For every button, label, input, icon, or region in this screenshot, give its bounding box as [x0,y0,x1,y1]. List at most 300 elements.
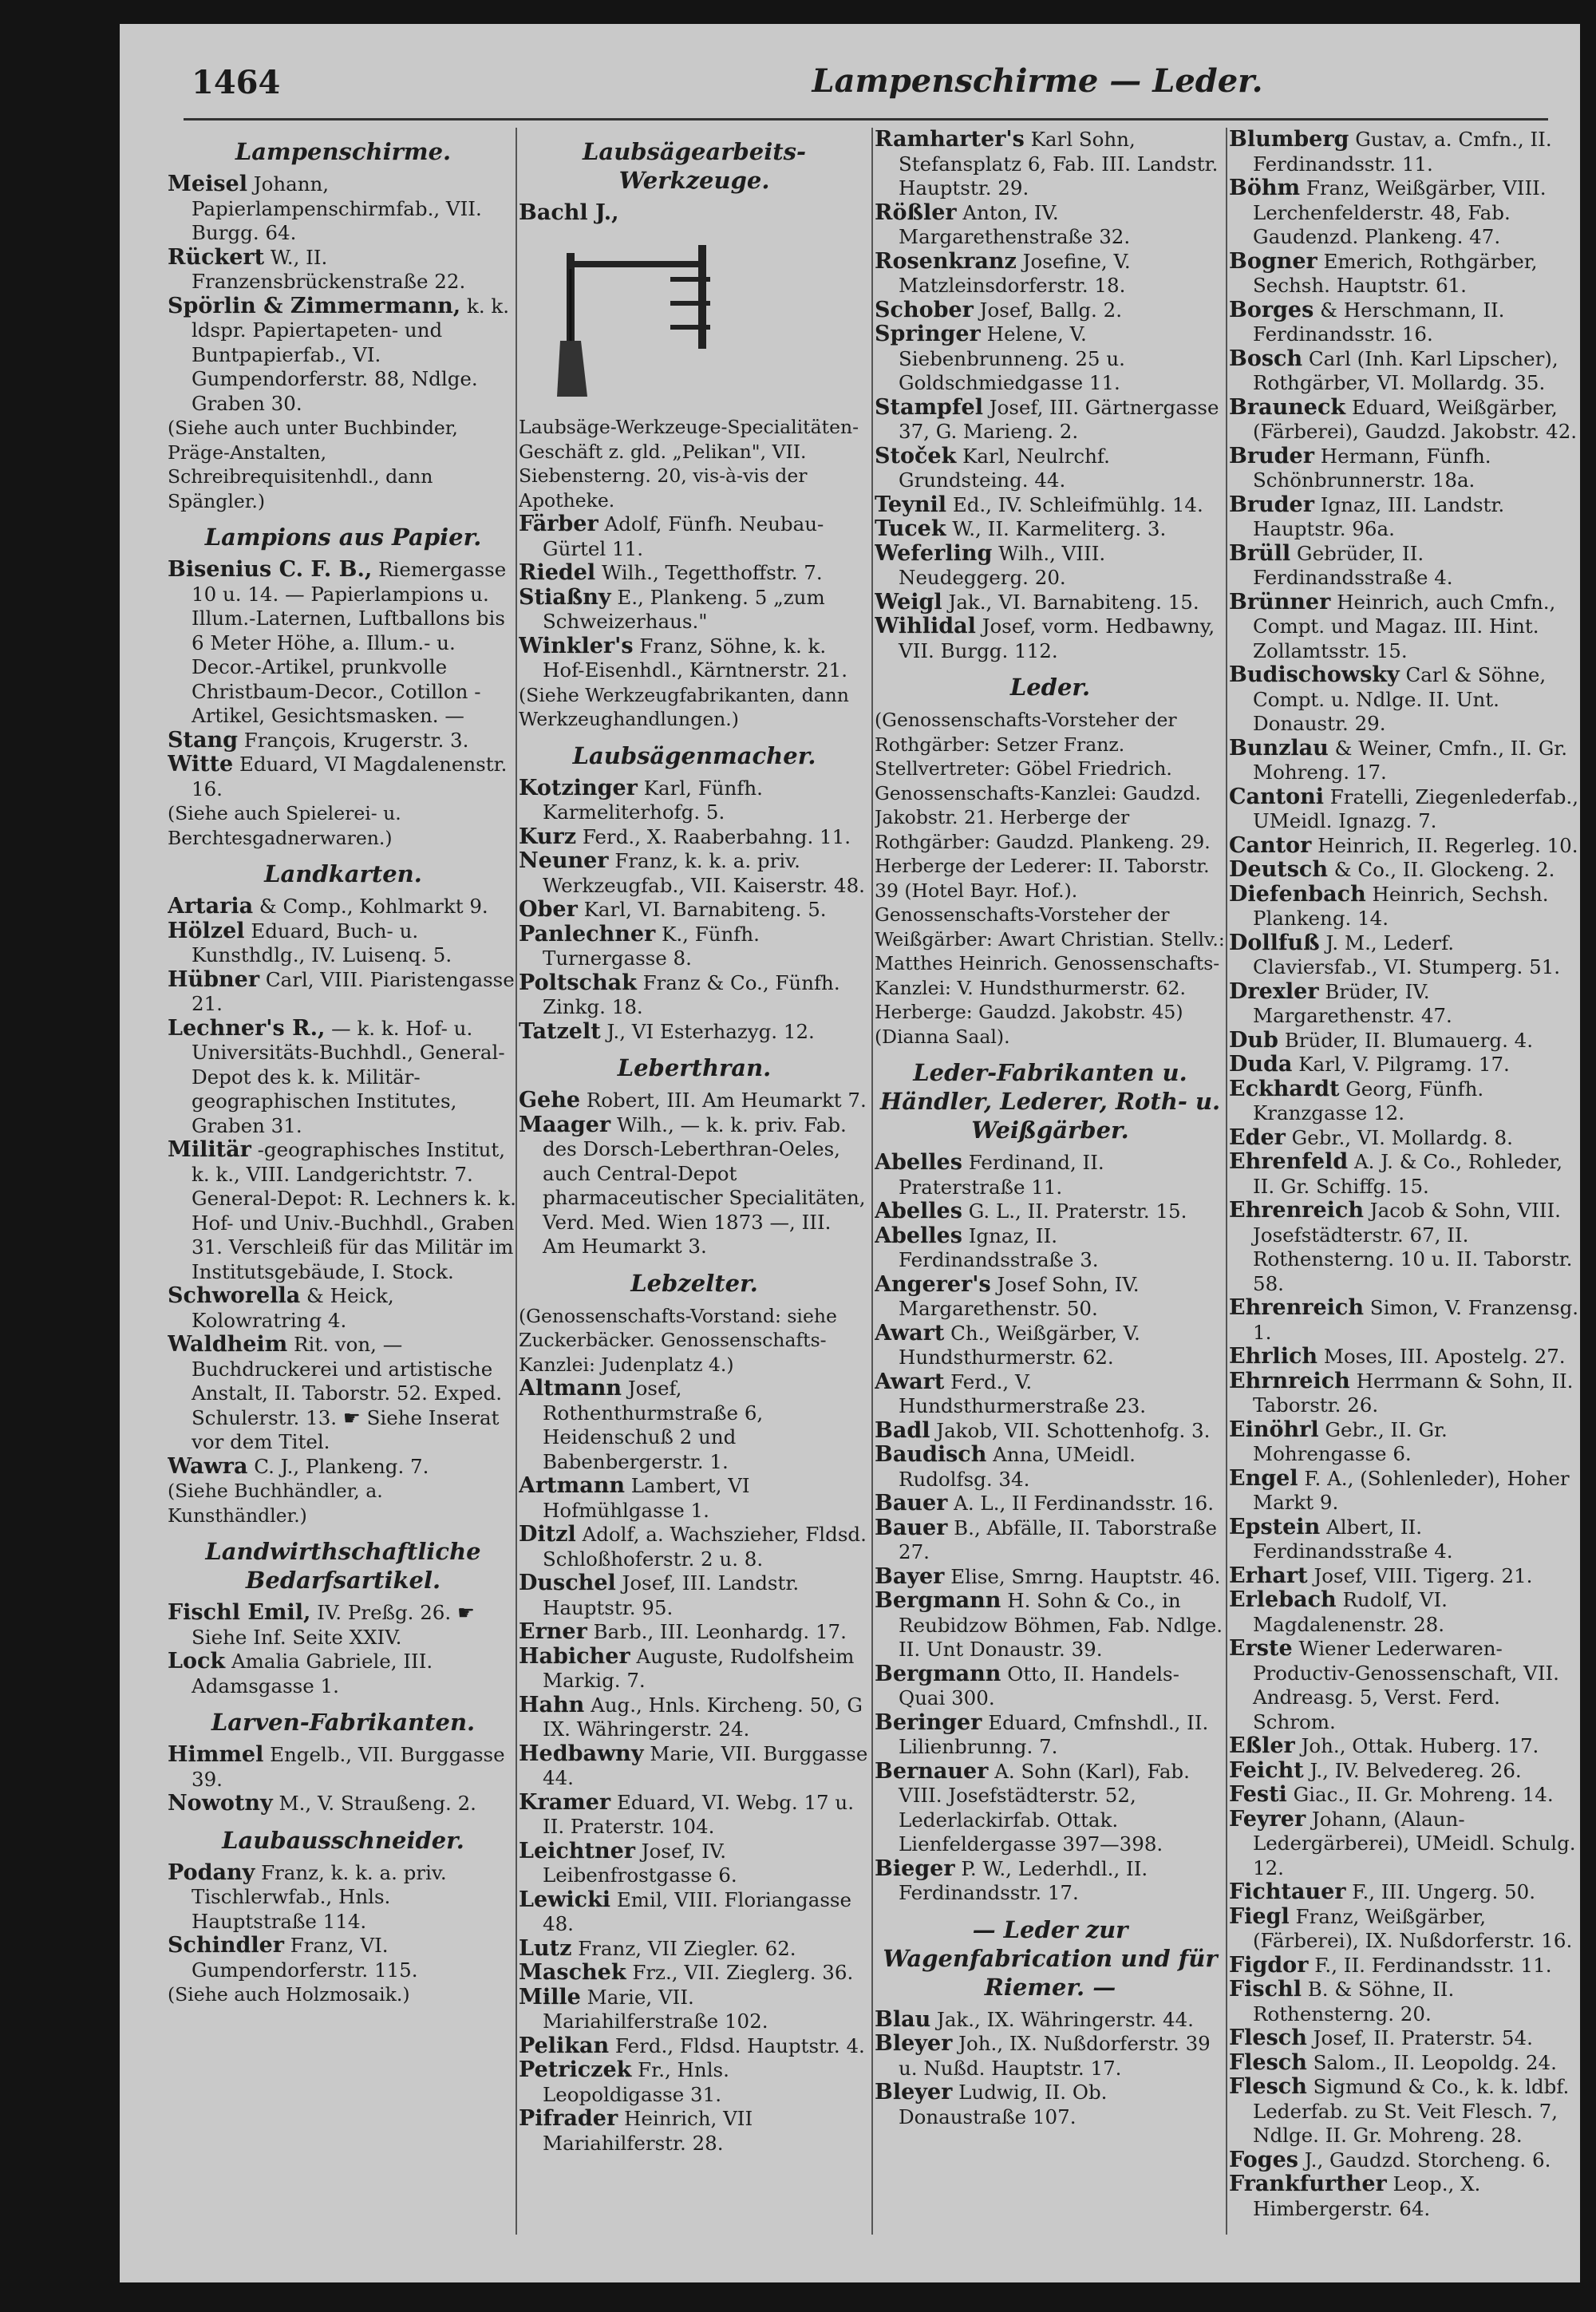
entry-name: Bruder [1229,492,1314,517]
entry-name: Altmann [519,1376,622,1401]
section-heading: Lampions aus Papier. [204,524,482,551]
entry-details: Elise, Smrng. Hauptstr. 46. [950,1564,1221,1588]
entry-details: Anna, UMeidl. Rudolfsg. 34. [899,1443,1136,1491]
entry-details: H. Sohn & Co., in Reubidzow Böhmen, Fab. Ndlge. II. Unt Donaustr. 39. [899,1589,1223,1661]
entry-name: Bruder [1229,443,1314,468]
entry-details: Barb., III. Leonhardg. 17. [593,1620,847,1643]
directory-entry [875,201,1226,250]
entry-name: Hahn [519,1692,585,1717]
directory-entry [1229,1150,1580,1199]
entry-name: Duschel [519,1571,616,1595]
entry-details: Carl, VIII. Piaristengasse 21. [192,967,515,1015]
cross-reference-note: (Siehe Werkzeugfabrikanten, dann Werkzeughandlungen.) [519,683,849,730]
directory-entry [875,615,1226,663]
entry-name: Bergmann [875,1588,1001,1613]
cross-reference-note: (Siehe Buchhändler, a. Kunsthändler.) [168,1480,383,1527]
column-3 [875,128,1226,2267]
cross-reference-note: (Siehe auch Holzmosaik.) [168,1983,410,2006]
entry-name: Budischowsky [1229,662,1400,687]
entry-details: A. J. & Co., Rohleder, II. Gr. Schiffg. 15. [1253,1150,1563,1198]
entry-name: Artaria [168,894,254,919]
directory-entry [875,1151,1226,1199]
entry-details: Adolf, Fünfh. Neubau-Gürtel 11. [543,512,824,560]
entry-details: Karl Sohn, Stefansplatz 6, Fab. III. Landstr. Hauptstr. 29. [899,128,1219,200]
section-heading: Leder-Fabrikanten u. Händler, Lederer, Roth- u. Weißgärber. [879,1059,1221,1144]
entry-details: J., Gaudzd. Storcheng. 6. [1304,2148,1551,2172]
entry-details: Josef, Rothenthurmstraße 6, Heidenschuß 2 und Babenbergerstr. 1. [543,1377,764,1473]
directory-entry [519,849,870,898]
directory-entry [519,1888,870,1937]
directory-entry [519,971,870,1020]
directory-entry [168,1601,519,1650]
entry-name: Militär [168,1137,251,1162]
entry-name: Cantoni [1229,784,1324,809]
entry-details: J., VI Esterhazyg. 12. [606,1019,815,1043]
entry-details: F. A., (Sohlenleder), Hoher Markt 9. [1253,1466,1570,1514]
directory-entry [168,968,519,1017]
entry-details: Lambert, VI Hofmühlgasse 1. [543,1474,750,1522]
entry-details: Ferdinand, II. Praterstraße 11. [899,1151,1104,1199]
entry-name: Tatzelt [519,1018,601,1044]
entry-name: Habicher [519,1643,630,1669]
directory-entry [875,1711,1226,1760]
entry-details: A. L., II Ferdinandsstr. 16. [954,1492,1214,1515]
directory-entry [519,586,870,634]
entry-name: Spörlin & Zimmermann, [168,293,461,318]
entry-name: Beringer [875,1709,982,1735]
entry-details: Wilh., — k. k. priv. Fab. des Dorsch-Leberthran-Oeles, auch Central-Depot pharmaceutischer Specialitäten, Verd. Med. Wien 1873 —, III. Am Heumarkt 3. [543,1113,866,1258]
entry-name: Foges [1229,2147,1298,2172]
directory-entry [875,591,1226,615]
entry-name: Bosch [1229,346,1303,371]
column-1 [168,128,519,2267]
directory-entry [519,1791,870,1840]
entry-name: Ehrnreich [1229,1368,1350,1393]
entry-name: Wawra [168,1453,248,1479]
directory-entry [1229,1954,1580,1978]
entry-details: Gebrüder, II. Ferdinandsstraße 4. [1253,541,1453,589]
entry-details: Wilh., Tegetthoffstr. 7. [601,561,823,584]
entry-name: Drexler [1229,978,1319,1004]
directory-page [120,24,1580,2282]
directory-entry [875,1516,1226,1565]
entry-name: Einöhrl [1229,1417,1319,1442]
directory-entry [875,1443,1226,1492]
directory-entry [1229,1345,1580,1369]
entry-details: Franz, VI. Gumpendorferstr. 115. [192,1934,418,1982]
entry-name: Ramharter's [875,128,1025,152]
directory-entry [1229,1053,1580,1077]
entry-details: Josef, III. Landstr. Hauptstr. 95. [543,1571,800,1619]
entry-name: Nowotny [168,1791,273,1816]
entry-details: M., V. Straußeng. 2. [279,1792,476,1815]
section-heading: Laubausschneider. [222,1826,464,1854]
entry-name: Bernauer [875,1758,989,1784]
directory-entry [519,1937,870,1962]
directory-entry [1229,1516,1580,1564]
directory-entry [1229,2172,1580,2221]
section-heading: Laubsägearbeits-Werkzeuge. [583,138,806,194]
directory-entry [875,445,1226,493]
entry-name: Schworella [168,1283,301,1308]
directory-entry [168,1138,519,1284]
directory-entry [168,729,519,753]
entry-name: Brünner [1229,589,1331,615]
entry-details: Ferd., X. Raaberbahng. 11. [582,824,851,848]
entry-details: Frz., VII. Zieglerg. 36. [632,1961,854,1984]
directory-entry [875,542,1226,591]
entry-details: Hermann, Fünfh. Schönbrunnerstr. 18a. [1253,444,1491,492]
entry-name: Riedel [519,560,596,585]
directory-entry [875,1322,1226,1370]
entry-details: Eduard, Weißgärber, (Färberei), Gaudzd. Jakobstr. 42. [1253,395,1578,443]
entry-name: Ditzl [519,1522,576,1547]
directory-entry [168,895,519,919]
directory-entry [875,1492,1226,1516]
entry-name: Petriczek [519,2057,632,2082]
entry-details: Jak., IX. Währingerstr. 44. [937,2007,1194,2031]
directory-entry [168,1017,519,1139]
cross-reference-note: (Siehe auch unter Buchbinder, Präge-Anstalten, Schreibrequisitenhdl., dann Spängler.) [168,417,458,512]
entry-details: Rit. von, — Buchdruckerei und artistische Anstalt, II. Taborstr. 52. Exped. Schulerstr. 13. ☛ Siehe Inserat vor dem Titel. [192,1333,502,1453]
entry-details: Adolf, a. Wachszieher, Fldsd. Schloßhoferstr. 2 u. 8. [543,1523,867,1571]
directory-entry [875,396,1226,445]
entry-name: Flesch [1229,2074,1307,2099]
entry-details: Karl, Fünfh. Karmeliterhofg. 5. [543,776,763,824]
directory-entry [519,1620,870,1645]
entry-details: J. M., Lederf. Claviersfab., VI. Stumperg. 51. [1253,931,1561,978]
entry-details: Josef, Ballg. 2. [979,298,1123,322]
header-rule [184,118,1548,121]
cross-reference-note: (Siehe auch Spielerei- u. Berchtesgadnerwaren.) [168,802,401,849]
entry-name: Borges [1229,297,1314,322]
section-heading: Landwirthschaftliche Bedarfsartikel. [205,1538,481,1594]
directory-entry [519,1693,870,1742]
directory-entry [1229,542,1580,591]
entry-details: Josef, VIII. Tigerg. 21. [1314,1563,1533,1587]
directory-entry [519,1020,870,1045]
entry-details: B. & Söhne, II. Rothensterng. 20. [1253,1978,1455,2025]
entry-details: Karl, VI. Barnabiteng. 5. [583,898,827,921]
directory-entry [875,517,1226,542]
directory-entry [168,246,519,294]
entry-name: Bleyer [875,2031,953,2056]
directory-entry [1229,858,1580,883]
directory-entry [875,1370,1226,1419]
directory-entry [168,1792,519,1816]
entry-name: Epstein [1229,1514,1321,1539]
entry-name: Fiegl [1229,1903,1290,1929]
directory-entry [1229,1029,1580,1053]
directory-entry [519,512,870,561]
entry-details: Helene, V. Siebenbrunneng. 25 u. Goldschmiedgasse 11. [899,322,1125,394]
directory-entry [1229,1369,1580,1418]
entry-name: Lewicki [519,1887,611,1912]
directory-entry [875,1224,1226,1273]
directory-entry [168,172,519,246]
entry-name: Eßler [1229,1733,1295,1758]
directory-entry [519,1961,870,1986]
directory-entry [519,201,870,226]
directory-entry [1229,176,1580,250]
directory-entry [519,561,870,586]
directory-entry [1229,1808,1580,1881]
entry-name: Bachl J., [519,200,619,225]
entry-name: Brauneck [1229,394,1346,420]
entry-details: Sigmund & Co., k. k. ldbf. Lederfab. zu St. Veit Flesch. 7, Ndlge. II. Gr. Mohreng. 28. [1253,2075,1570,2147]
entry-details: Josefine, V. Matzleinsdorferstr. 18. [899,249,1131,297]
directory-entry [1229,1077,1580,1126]
entry-name: Teynil [875,492,947,517]
entry-name: Schober [875,297,974,322]
entry-details: Franz & Co., Fünfh. Zinkg. 18. [543,970,840,1018]
entry-name: Rosenkranz [875,248,1017,274]
directory-entry [519,898,870,923]
entry-details: Eduard, Buch- u. Kunsthdlg., IV. Luisenq. 5. [192,919,452,966]
entry-details: Jak., VI. Barnabiteng. 15. [948,590,1199,614]
directory-entry [168,753,519,801]
directory-entry [519,1986,870,2034]
entry-details: Albert, II. Ferdinandsstraße 4. [1253,1515,1453,1563]
entry-details: k. k. ldspr. Papiertapeten- und Buntpapierfab., VI. Gumpendorferstr. 88, Ndlge. Graben 30. [192,294,510,415]
directory-entry [519,1474,870,1523]
entry-details: C. J., Plankeng. 7. [254,1454,429,1478]
entry-details: Marie, VII. Mariahilferstraße 102. [543,1985,768,2033]
entry-name: Fichtauer [1229,1879,1346,1904]
entry-name: Ober [519,897,578,922]
entry-name: Lechner's R., [168,1015,326,1041]
directory-entry [1229,493,1580,542]
entry-name: Deutsch [1229,857,1328,882]
entry-details: Robert, III. Am Heumarkt 7. [586,1089,867,1112]
entry-name: Duda [1229,1052,1293,1077]
entry-name: Figdor [1229,1952,1309,1978]
directory-entry [519,1571,870,1620]
directory-entry [1229,2026,1580,2051]
entry-details: Salom., II. Leopoldg. 24. [1313,2050,1557,2074]
entry-details: Brüder, II. Blumauerg. 4. [1284,1028,1534,1052]
directory-entry [519,777,870,825]
entry-name: Wihlidal [875,614,976,638]
directory-entry [519,2107,870,2156]
directory-entry [1229,1588,1580,1637]
directory-entry [519,1089,870,1113]
section-heading: Larven-Fabrikanten. [211,1709,476,1736]
entry-details: Franz, Weißgärber, (Färberei), IX. Nußdorferstr. 16. [1253,1904,1573,1952]
directory-entry [1229,2051,1580,2076]
directory-entry [168,1743,519,1792]
entry-details: Jakob, VII. Schottenhofg. 3. [936,1418,1211,1442]
directory-entry [519,1113,870,1259]
entry-name: Pifrader [519,2106,618,2131]
entry-name: Kotzinger [519,775,638,800]
entry-details: Auguste, Rudolfsheim Markig. 7. [543,1644,855,1692]
entry-name: Stang [168,727,238,753]
directory-entry [875,1199,1226,1224]
directory-entry [1229,2148,1580,2173]
entry-details: Johann, (Alaun-Ledergärberei), UMeidl. Schulg. 12. [1253,1807,1576,1879]
entry-name: Poltschak [519,970,637,995]
entry-details: Jacob & Sohn, VIII. Josefstädterstr. 67, II. Rothensterng. 10 u. II. Taborstr. 58. [1253,1199,1573,1295]
entry-name: Stiaßny [519,584,611,610]
entry-details: Josef Sohn, IV. Margarethenstr. 50. [899,1272,1140,1320]
entry-name: Stampfel [875,394,983,420]
entry-details: & Co., II. Glockeng. 2. [1333,858,1555,881]
directory-entry [1229,785,1580,834]
entry-details: Heinrich, VII Mariahilferstr. 28. [543,2107,753,2155]
entry-details: Karl, Neulrchf. Grundsteing. 44. [899,444,1110,492]
entry-name: Angerer's [875,1271,991,1297]
directory-entry [1229,834,1580,859]
entry-name: Neuner [519,848,609,873]
entry-details: Herrmann & Sohn, II. Taborstr. 26. [1253,1369,1574,1417]
entry-name: Abelles [875,1150,962,1175]
entry-details: Franz, Söhne, k. k. Hof-Eisenhdl., Kärntnerstr. 21. [543,634,848,682]
entry-details: J., IV. Belvedereg. 26. [1310,1758,1522,1782]
entry-details: Moses, III. Apostelg. 27. [1323,1345,1566,1368]
entry-name: Bieger [875,1856,955,1881]
directory-entry [519,923,870,971]
entry-name: Eckhardt [1229,1076,1340,1101]
entry-name: Mille [519,1984,581,2010]
entry-details: Brüder, IV. Margarethenstr. 47. [1253,979,1452,1027]
section-heading: Lampenschirme. [235,138,452,165]
entry-details: & Herschmann, II. Ferdinandsstr. 16. [1253,298,1505,346]
entry-name: Bauer [875,1491,948,1516]
directory-entry [1229,2075,1580,2148]
entry-name: Fischl Emil, [168,1600,311,1625]
entry-name: Erlebach [1229,1587,1337,1612]
entry-details: Eduard, VI. Webg. 17 u. II. Praterstr. 104. [543,1790,854,1838]
entry-name: Erhart [1229,1563,1308,1588]
entry-details: K., Fünfh. Turnergasse 8. [543,922,760,970]
directory-entry [168,294,519,417]
directory-entry [875,1760,1226,1857]
entry-name: Festi [1229,1782,1287,1807]
entry-name: Badl [875,1417,930,1443]
directory-entry [1229,1418,1580,1467]
entry-name: Rößler [875,200,957,225]
entry-name: Hedbawny [519,1741,644,1766]
entry-details: Marie, VII. Burggasse 44. [543,1741,868,1789]
entry-details: Heinrich, auch Cmfn., Compt. und Magaz. III. Hint. Zollamtsstr. 15. [1253,590,1556,662]
column-2 [519,128,870,2267]
entry-name: Feyrer [1229,1806,1306,1832]
entry-details: Amalia Gabriele, III. Adamsgasse 1. [192,1650,433,1697]
entry-name: Diefenbach [1229,881,1366,907]
section-heading: Laubsägenmacher. [572,741,816,769]
entry-name: Brüll [1229,540,1291,566]
entry-details: Gebr., VI. Mollardg. 8. [1291,1125,1513,1149]
entry-details: Gustav, a. Cmfn., II. Ferdinandsstr. 11. [1253,128,1552,176]
directory-entry [1229,1759,1580,1784]
entry-name: Awart [875,1320,945,1346]
entry-name: Artmann [519,1473,625,1498]
entry-name: Erner [519,1619,587,1644]
entry-details: & Heick, Kolowratring 4. [192,1284,394,1332]
entry-details: François, Krugerstr. 3. [243,728,469,752]
directory-entry [1229,1126,1580,1151]
directory-entry [875,1273,1226,1322]
entry-name: Waldheim [168,1332,288,1357]
directory-entry [875,1589,1226,1662]
section-heading: — Leder zur Wagenfabrication und für Riemer. — [883,1915,1218,2001]
entry-details: W., II. Franzensbrückenstraße 22. [192,245,466,293]
directory-entry [1229,1637,1580,1734]
entry-name: Ehrenfeld [1229,1149,1349,1174]
entry-details: Franz, k. k. a. priv. Werkzeugfab., VII. Kaiserstr. 48. [543,849,865,897]
entry-details: Franz, Weißgärber, VIII. Lerchenfelderstr. 48, Fab. Gaudenzd. Plankeng. 47. [1253,176,1547,248]
entry-name: Schindler [168,1933,284,1958]
directory-entry [875,1419,1226,1444]
entry-details: Giac., II. Gr. Mohreng. 14. [1293,1783,1554,1806]
directory-entry [1229,931,1580,980]
entry-details: W., II. Karmeliterg. 3. [952,517,1167,540]
entry-details: G. L., II. Praterstr. 15. [968,1199,1187,1223]
directory-entry [1229,1564,1580,1589]
entry-name: Kramer [519,1789,611,1815]
entry-details: P. W., Lederhdl., II. Ferdinandsstr. 17. [899,1856,1148,1904]
entry-details: Eduard, Cmfnshdl., II. Lilienbrunng. 7. [899,1710,1209,1758]
directory-entry [875,493,1226,518]
entry-details: Heinrich, Sechsh. Plankeng. 14. [1253,882,1549,930]
directory-entry [519,1523,870,1571]
entry-details: Ignaz, II. Ferdinandsstraße 3. [899,1223,1099,1271]
entry-details: Eduard, VI Magdalenenstr. 16. [192,753,508,800]
entry-details: Leop., X. Himbergerstr. 64. [1253,2172,1481,2220]
entry-name: Hölzel [168,918,245,943]
entry-details: -geographisches Institut, k. k., VIII. Landgerichtstr. 7. General-Depot: R. Lechners k. k. Hof- und Univ.-Buchhdl., Graben 31. Verschleiß für das Militär im Institutsgebäude, I. Stock. [192,1138,516,1283]
section-heading: Lebzelter. [630,1269,758,1297]
entry-name: Frankfurther [1229,2172,1387,2196]
entry-details: Johann, Papierlampenschirmfab., VII. Burgg. 64. [192,172,482,244]
entry-details: A. Sohn (Karl), Fab. VIII. Josefstädterstr. 52, Lederlackirfab. Ottak. Lienfeldergasse 397—398. [899,1759,1190,1856]
entry-name: Böhm [1229,176,1301,200]
entry-name: Kurz [519,824,577,849]
entry-details: Emerich, Rothgärber, Sechsh. Hauptstr. 61. [1253,249,1538,297]
entry-details: Josef, vorm. Hedbawny, VII. Burgg. 112. [899,615,1215,662]
running-head: Lampenschirme — Leder. [812,62,1263,100]
entry-name: Eder [1229,1124,1286,1150]
entry-name: Stoček [875,443,957,468]
directory-entry [875,322,1226,396]
entry-name: Gehe [519,1088,581,1113]
directory-entry [875,2032,1226,2081]
entry-name: Bauer [875,1515,948,1540]
directory-entry [519,2058,870,2107]
entry-details: Carl & Söhne, Compt. u. Ndlge. II. Unt. Donaustr. 29. [1253,663,1547,735]
directory-entry [1229,737,1580,785]
entry-name: Winkler's [519,633,634,658]
entry-details: Karl, V. Pilgramg. 17. [1298,1053,1510,1076]
entry-name: Bisenius C. F. B., [168,557,373,582]
entry-details: & Weiner, Cmfn., II. Gr. Mohreng. 17. [1253,736,1568,784]
directory-entry [168,1934,519,1982]
directory-entry [1229,883,1580,931]
entry-name: Blau [875,2006,931,2032]
directory-entry [875,1662,1226,1711]
directory-entry [519,1645,870,1693]
entry-name: Baudisch [875,1442,987,1467]
entry-details: Ch., Weißgärber, V. Hundsthurmerstr. 62. [899,1321,1140,1369]
entry-details: Ludwig, II. Ob. Donaustraße 107. [899,2081,1108,2128]
directory-entry [875,298,1226,323]
entry-name: Lutz [519,1935,572,1961]
directory-entry [1229,1296,1580,1345]
directory-entry [875,250,1226,298]
column-divider [871,128,873,2235]
entry-name: Erste [1229,1636,1293,1661]
